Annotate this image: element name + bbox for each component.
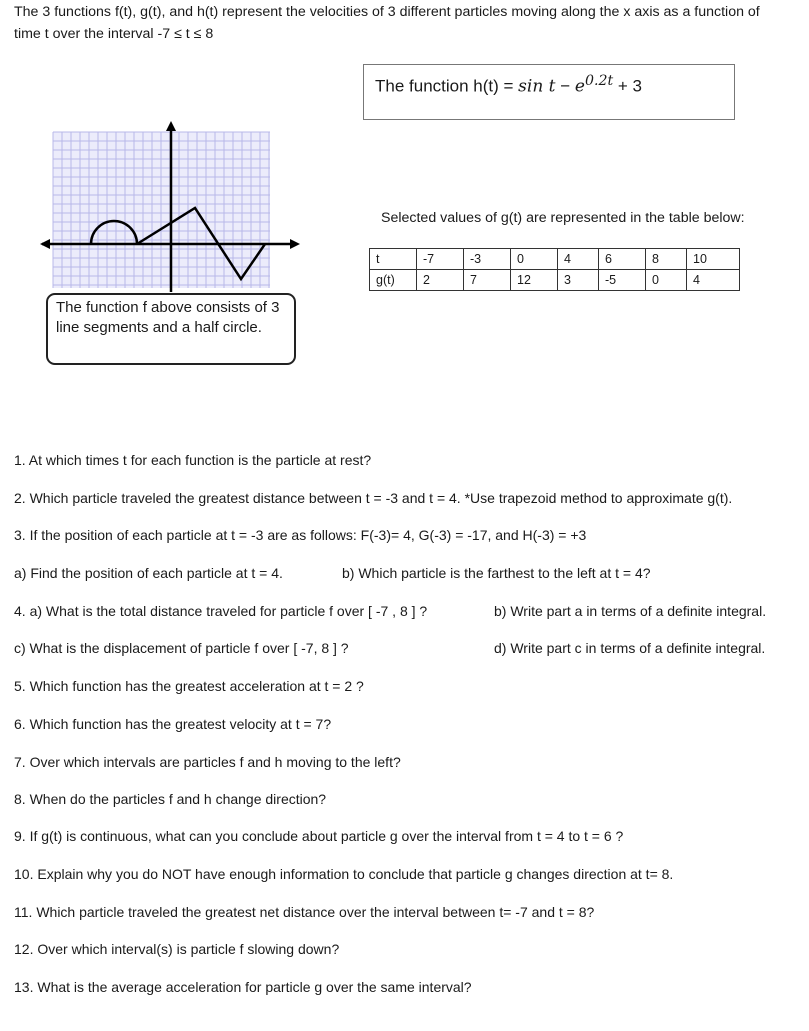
h-function-box: [363, 64, 735, 120]
question-3: 3. If the position of each particle at t = -3 are as follows: F(-3)= 4, G(-3) = -17, and H(-3) = +3: [14, 527, 587, 543]
question-12: 12. Over which interval(s) is particle f slowing down?: [14, 941, 340, 957]
question-5: 5. Which function has the greatest acceleration at t = 2 ?: [14, 678, 364, 694]
table-cell: 12: [511, 270, 558, 291]
table-cell: 4: [558, 249, 599, 270]
table-caption: Selected values of g(t) are represented in the table below:: [381, 210, 745, 226]
table-cell: 0: [646, 270, 687, 291]
table-cell: 2: [417, 270, 464, 291]
h-function-exponent: 0.2t: [584, 73, 614, 89]
table-header-g: g(t): [370, 270, 417, 291]
f-caption-box: The function f above consists of 3 line segments and a half circle.: [46, 293, 296, 365]
table-row-t: [370, 249, 740, 270]
y-axis-arrow: [166, 121, 176, 131]
table-cell: 10: [687, 249, 740, 270]
intro-text: [14, 1, 809, 45]
h-function-exp-base: e: [574, 76, 585, 97]
question-10: 10. Explain why you do NOT have enough information to conclude that particle g changes direction at t= 8.: [14, 866, 674, 882]
question-13: 13. What is the average acceleration for particle g over the same interval?: [14, 979, 472, 995]
x-axis-arrow-right: [290, 239, 300, 249]
x-axis-arrow-left: [40, 239, 50, 249]
question-11: 11. Which particle traveled the greatest net distance over the interval between t= -7 and t = 8?: [14, 904, 595, 920]
question-6: 6. Which function has the greatest velocity at t = 7?: [14, 716, 332, 732]
question-7: 7. Over which intervals are particles f and h moving to the left?: [14, 754, 401, 770]
h-function-sin: sin t: [518, 76, 556, 97]
g-values-table: [369, 248, 740, 291]
table-cell: 7: [464, 270, 511, 291]
question-4b: b) Write part a in terms of a definite integral.: [494, 603, 767, 619]
question-8: 8. When do the particles f and h change direction?: [14, 791, 327, 807]
table-cell: -3: [464, 249, 511, 270]
h-function-tail: + 3: [613, 76, 642, 96]
question-4a: 4. a) What is the total distance traveled for particle f over [ -7 , 8 ] ?: [14, 603, 428, 619]
table-header-t: t: [370, 249, 417, 270]
table-cell: 4: [687, 270, 740, 291]
question-4c: c) What is the displacement of particle f over [ -7, 8 ] ?: [14, 640, 349, 656]
intro-line-2: time t over the interval -7 ≤ t ≤ 8: [14, 26, 214, 42]
table-cell: 6: [599, 249, 646, 270]
question-4d: d) Write part c in terms of a definite integral.: [494, 640, 766, 656]
table-cell: -5: [599, 270, 646, 291]
table-cell: 8: [646, 249, 687, 270]
h-function-minus: −: [555, 76, 575, 96]
question-9: 9. If g(t) is continuous, what can you conclude about particle g over the interval from t = 4 to t = 6 ?: [14, 828, 624, 844]
table-cell: -7: [417, 249, 464, 270]
table-cell: 3: [558, 270, 599, 291]
question-3a: a) Find the position of each particle at t = 4.: [14, 565, 283, 581]
question-2: 2. Which particle traveled the greatest distance between t = -3 and t = 4. *Use trapezoid method to approximate g(t).: [14, 490, 733, 506]
question-1: 1. At which times t for each function is the particle at rest?: [14, 452, 372, 468]
h-function-prefix: The function h(t) =: [375, 76, 519, 96]
intro-line-1: The 3 functions f(t), g(t), and h(t) represent the velocities of 3 different particles moving along the x axis as a function of: [14, 4, 760, 20]
table-cell: 0: [511, 249, 558, 270]
question-3b: b) Which particle is the farthest to the left at t = 4?: [342, 565, 651, 581]
table-row-g: [370, 270, 740, 291]
graph-grid: [53, 132, 270, 288]
